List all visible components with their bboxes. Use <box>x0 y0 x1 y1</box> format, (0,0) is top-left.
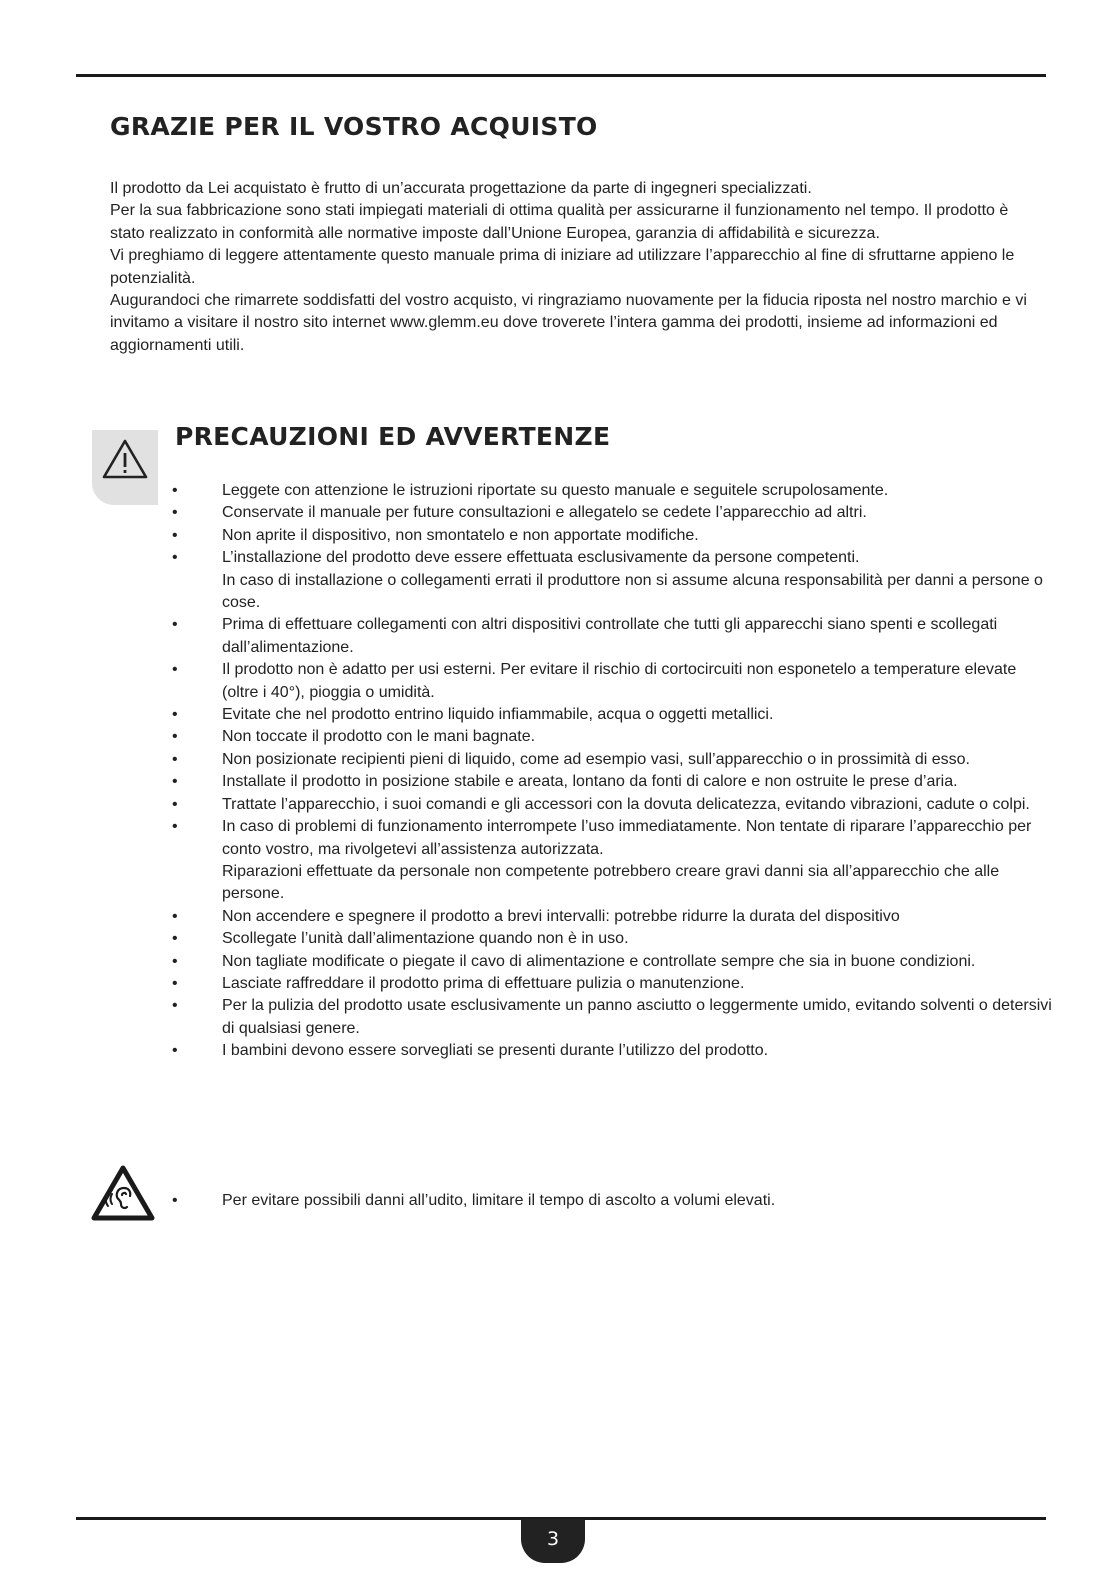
precaution-text: Lasciate raffreddare il prodotto prima di effettuare pulizia o manutenzione. <box>222 974 745 992</box>
precaution-text: L’installazione del prodotto deve essere effettuata esclusivamente da persone competenti. <box>222 549 860 567</box>
precaution-text: Trattate l’apparecchio, i suoi comandi e gli accessori con la dovuta delicatezza, evitando vibrazioni, cadute o colpi. <box>222 795 1030 813</box>
precaution-item <box>172 906 1052 928</box>
precautions-list <box>172 480 1052 1063</box>
precaution-text: Per la pulizia del prodotto usate esclusivamente un panno asciutto o leggermente umido, evitando solventi o detersivi di qualsiasi genere. <box>222 997 1052 1037</box>
precaution-text: Conservate il manuale per future consultazioni e allegatelo se cedete l’apparecchio ad altri. <box>222 504 867 522</box>
precaution-text: Evitate che nel prodotto entrino liquido infiammabile, acqua o oggetti metallici. <box>222 706 774 724</box>
section-title-thanks: GRAZIE PER IL VOSTRO ACQUISTO <box>110 112 598 141</box>
intro-paragraph: Vi preghiamo di leggere attentamente questo manuale prima di iniziare ad utilizzare l’apparecchio al fine di sfruttarne appieno le potenzialità. <box>110 247 1015 287</box>
precaution-item <box>172 1040 1052 1062</box>
precaution-item <box>172 816 1052 906</box>
intro-paragraph: Augurandoci che rimarrete soddisfatti del vostro acquisto, vi ringraziamo nuovamente per la fiducia riposta nel nostro marchio e vi invitamo a visitare il nostro sito internet www.glemm.eu dove troverete l’intera gamma dei prodotti, insieme ad informazioni ed aggiornamenti utili. <box>110 292 1027 354</box>
section-title-precautions: PRECAUZIONI ED AVVERTENZE <box>175 422 611 451</box>
precaution-text: In caso di problemi di funzionamento interrompete l’uso immediatamente. Non tentate di riparare l’apparecchio per conto vostro, ma rivolgetevi all’assistenza autorizzata. <box>222 818 1032 858</box>
precaution-item <box>172 973 1052 995</box>
intro-text <box>110 178 1045 357</box>
precaution-item <box>172 951 1052 973</box>
precaution-text: Prima di effettuare collegamenti con altri dispositivi controllate che tutti gli apparecchi siano spenti e scollegati dall’alimentazione. <box>222 616 998 656</box>
precaution-continuation: Riparazioni effettuate da personale non competente potrebbero creare gravi danni sia all’apparecchio che alle persone. <box>222 862 1000 903</box>
intro-paragraph: Il prodotto da Lei acquistato è frutto di un’accurata progettazione da parte di ingegneri specializzati. <box>110 180 812 197</box>
precaution-item <box>172 502 1052 524</box>
precaution-item <box>172 749 1052 771</box>
warning-triangle-icon <box>101 437 149 481</box>
precaution-item <box>172 659 1052 704</box>
precaution-text: Non aprite il dispositivo, non smontatelo e non apportate modifiche. <box>222 526 699 544</box>
precaution-item <box>172 928 1052 950</box>
precaution-item <box>172 794 1052 816</box>
precaution-text: Non toccate il prodotto con le mani bagnate. <box>222 728 536 746</box>
precaution-item <box>172 525 1052 547</box>
precaution-item <box>172 995 1052 1040</box>
precaution-text: Il prodotto non è adatto per usi esterni. Per evitare il rischio di cortocircuiti non esponetelo a temperature elevate (oltre i 40°), pioggia o umidità. <box>222 661 1017 701</box>
precaution-item <box>172 614 1052 659</box>
precaution-text: Non tagliate modificate o piegate il cavo di alimentazione e controllate sempre che sia in buone condizioni. <box>222 952 976 970</box>
precaution-item <box>172 771 1052 793</box>
hearing-warning-text: • Per evitare possibili danni all’udito, limitare il tempo di ascolto a volumi elevati. <box>172 1190 775 1212</box>
precaution-item <box>172 547 1052 614</box>
precaution-item <box>172 726 1052 748</box>
warning-badge <box>92 430 158 505</box>
page-number: 3 <box>521 1519 585 1563</box>
precaution-item <box>172 480 1052 502</box>
precaution-item <box>172 704 1052 726</box>
top-rule <box>76 74 1046 77</box>
hearing-warning-icon <box>91 1164 155 1222</box>
precaution-text: Non posizionate recipienti pieni di liquido, come ad esempio vasi, sull’apparecchio o in prossimità di esso. <box>222 750 970 768</box>
precaution-text: Leggete con attenzione le istruzioni riportate su questo manuale e seguitele scrupolosamente. <box>222 482 889 499</box>
precaution-text: Scollegate l’unità dall’alimentazione quando non è in uso. <box>222 930 629 948</box>
precaution-continuation: In caso di installazione o collegamenti errati il produttore non si assume alcuna responsabilità per danni a persone o cose. <box>222 571 1043 612</box>
precaution-text: Non accendere e spegnere il prodotto a brevi intervalli: potrebbe ridurre la durata del dispositivo <box>222 907 900 925</box>
precaution-text: Installate il prodotto in posizione stabile e areata, lontano da fonti di calore e non ostruite le prese d’aria. <box>222 773 958 791</box>
intro-paragraph: Per la sua fabbricazione sono stati impiegati materiali di ottima qualità per assicurarne il funzionamento nel tempo. Il prodotto è stato realizzato in conformità alle normative imposte dall’Unione Europea, garanzia di affidabilità e sicurezza. <box>110 202 1009 242</box>
precaution-text: I bambini devono essere sorvegliati se presenti durante l’utilizzo del prodotto. <box>222 1042 769 1060</box>
